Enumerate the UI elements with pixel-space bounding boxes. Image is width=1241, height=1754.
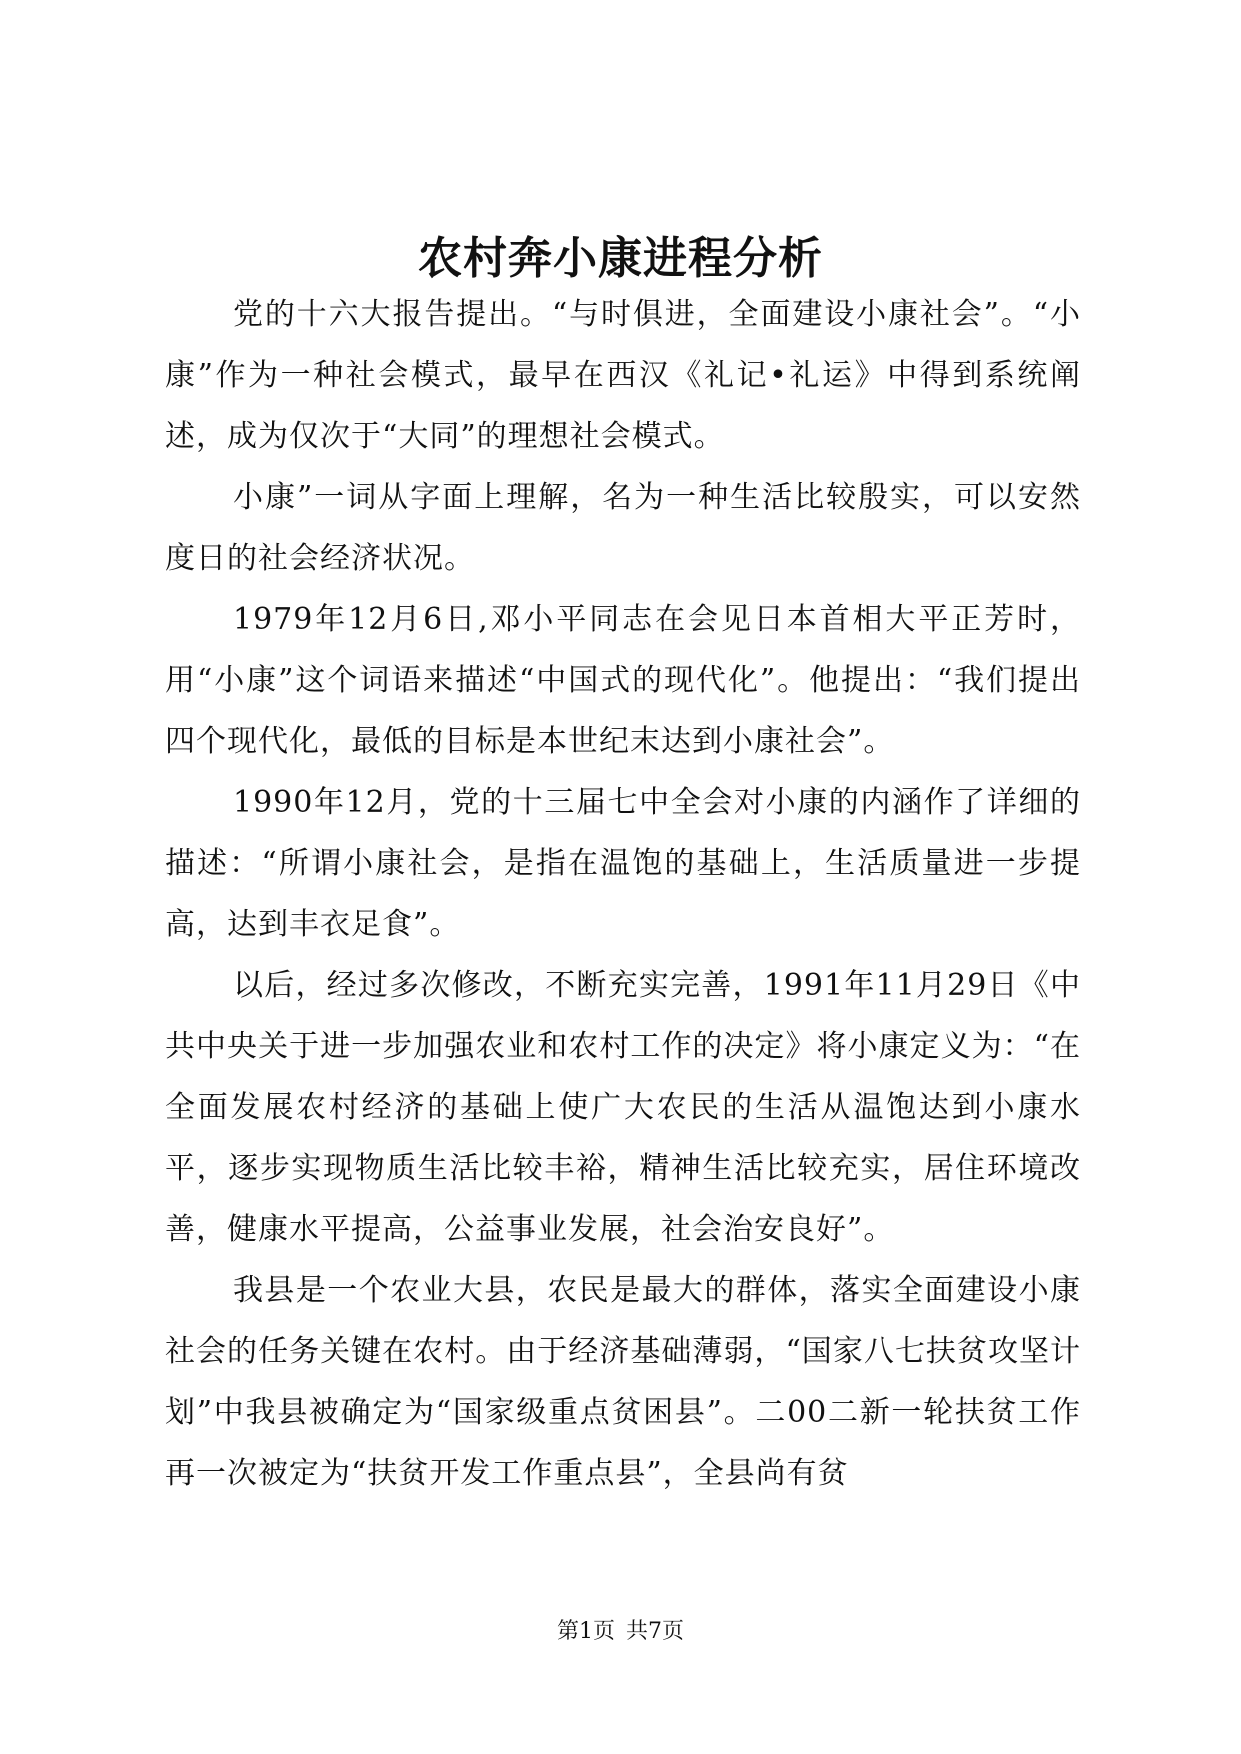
- document-body: [165, 284, 1081, 1504]
- paragraph: 党的十六大报告提出。“与时俱进，全面建设小康社会”。“小康”作为一种社会模式，最早在西汉《礼记•礼运》中得到系统阐述，成为仅次于“大同”的理想社会模式。: [165, 297, 1081, 454]
- paragraph: 1979年12月6日,邓小平同志在会见日本首相大平正芳时，用“小康”这个词语来描述“中国式的现代化”。他提出：“我们提出四个现代化，最低的目标是本世纪末达到小康社会”。: [165, 602, 1081, 759]
- paragraph: 我县是一个农业大县，农民是最大的群体，落实全面建设小康社会的任务关键在农村。由于经济基础薄弱，“国家八七扶贫攻坚计划”中我县被确定为“国家级重点贫困县”。二00二新一轮扶贫工作再一次被定为“扶贫开发工作重点县”，全县尚有贫: [165, 1273, 1081, 1491]
- paragraph: 1990年12月，党的十三届七中全会对小康的内涵作了详细的描述：“所谓小康社会，是指在温饱的基础上，生活质量进一步提高，达到丰衣足食”。: [165, 785, 1081, 942]
- page-number: 第1页: [557, 1619, 615, 1644]
- paragraph: 以后，经过多次修改，不断充实完善，1991年11月29日《中共中央关于进一步加强农业和农村工作的决定》将小康定义为：“在全面发展农村经济的基础上使广大农民的生活从温饱达到小康水平，逐步实现物质生活比较丰裕，精神生活比较充实，居住环境改善，健康水平提高，公益事业发展，社会治安良好”。: [165, 968, 1081, 1247]
- page-footer: [0, 1614, 1241, 1645]
- paragraph: 小康”一词从字面上理解，名为一种生活比较殷实，可以安然度日的社会经济状况。: [165, 480, 1081, 576]
- page-total: 共7页: [626, 1619, 684, 1644]
- document-title: 农村奔小康进程分析: [418, 233, 823, 284]
